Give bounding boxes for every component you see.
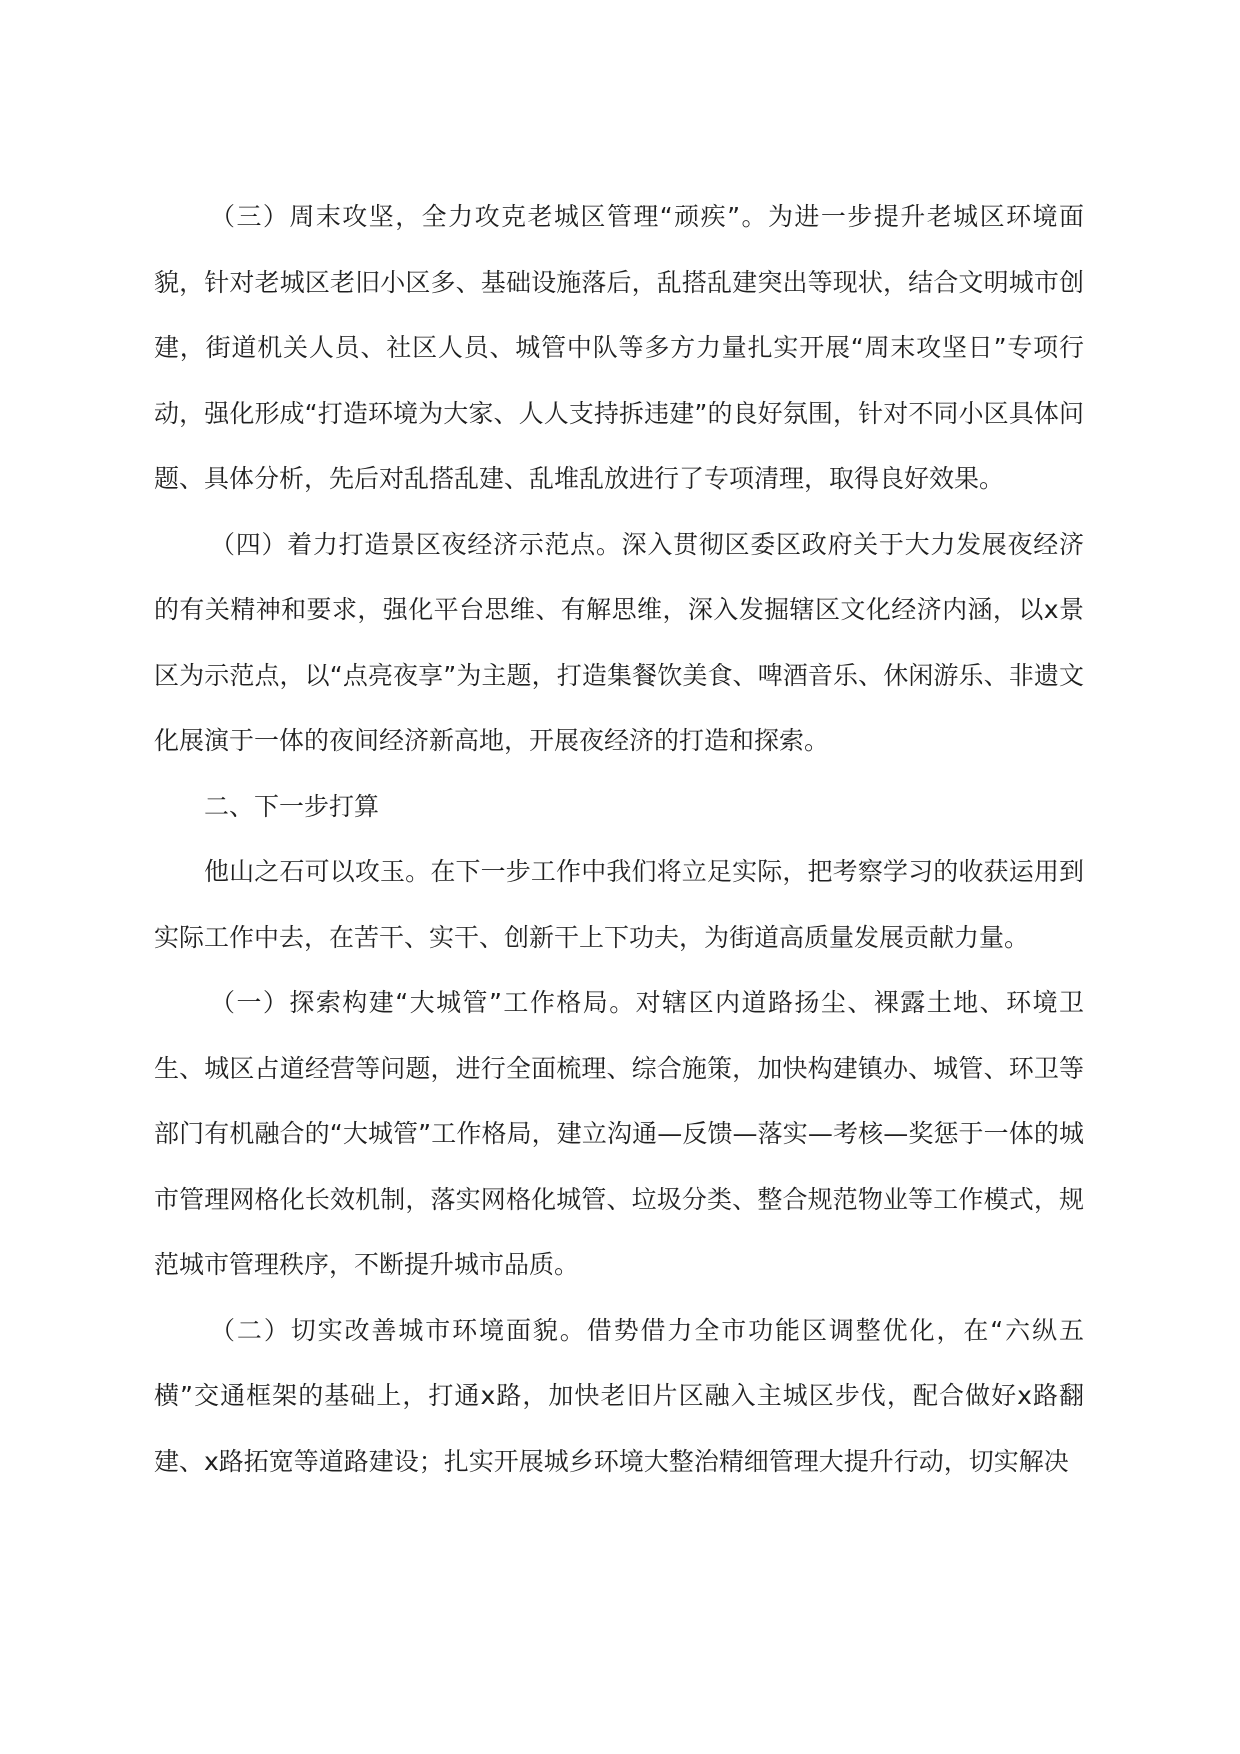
paragraph-next-steps-intro: 他山之石可以攻玉。在下一步工作中我们将立足实际，把考察学习的收获运用到实际工作中去，在苦干、实干、创新干上下功夫，为街道高质量发展贡献力量。 <box>154 857 1084 952</box>
section-heading-next-steps: 二、下一步打算 <box>204 791 380 821</box>
paragraph-night-economy: （四）着力打造景区夜经济示范点。深入贯彻区委区政府关于大力发展夜经济的有关精神和要求，强化平台思维、有解思维，深入发掘辖区文化经济内涵，以x景区为示范点，以“点亮夜享”为主题，打造集餐饮美食、啤酒音乐、休闲游乐、非遗文化展演于一体的夜间经济新高地，开展夜经济的打造和探索。 <box>154 529 1084 755</box>
document-body <box>154 184 1084 1494</box>
paragraph-big-urban-management: （一）探索构建“大城管”工作格局。对辖区内道路扬尘、裸露土地、环境卫生、城区占道经营等问题，进行全面梳理、综合施策，加快构建镇办、城管、环卫等部门有机融合的“大城管”工作格局，建立沟通—反馈—落实—考核—奖惩于一体的城市管理网格化长效机制，落实网格化城管、垃圾分类、整合规范物业等工作模式，规范城市管理秩序，不断提升城市品质。 <box>154 988 1084 1279</box>
paragraph-city-environment: （二）切实改善城市环境面貌。借势借力全市功能区调整优化，在“六纵五横”交通框架的基础上，打通x路，加快老旧片区融入主城区步伐，配合做好x路翻建、x路拓宽等道路建设；扎实开展城乡环境大整治精细管理大提升行动，切实解决 <box>154 1315 1084 1476</box>
paragraph-weekend-campaign: （三）周末攻坚，全力攻克老城区管理“顽疾”。为进一步提升老城区环境面貌，针对老城区老旧小区多、基础设施落后，乱搭乱建突出等现状，结合文明城市创建，街道机关人员、社区人员、城管中队等多方力量扎实开展“周末攻坚日”专项行动，强化形成“打造环境为大家、人人支持拆违建”的良好氛围，针对不同小区具体问题、具体分析，先后对乱搭乱建、乱堆乱放进行了专项清理，取得良好效果。 <box>154 202 1084 493</box>
